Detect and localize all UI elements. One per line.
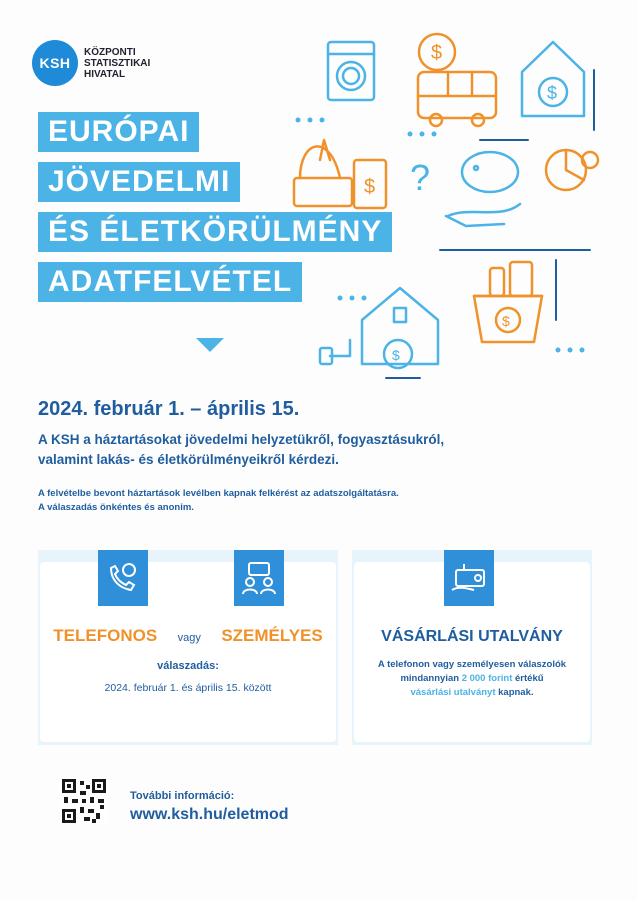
note-line-1: A felvételbe bevont háztartások levélben kapnak felkérést az adatszolgáltatásra. <box>38 488 399 499</box>
title-line-1: EURÓPAI <box>38 112 199 152</box>
ksh-logo <box>32 40 174 86</box>
svg-text:$: $ <box>364 176 376 198</box>
piggy-bank-icon <box>446 152 520 226</box>
bus-icon <box>418 72 496 126</box>
voucher-text-3 <box>354 686 590 700</box>
response-mode-row <box>40 626 336 646</box>
pie-chart-icon <box>546 150 598 190</box>
more-info-label: További információ: <box>130 790 235 802</box>
ksh-logo-badge: KSH <box>32 40 78 86</box>
groceries-icon <box>294 140 386 208</box>
voucher-title: VÁSÁRLÁSI UTALVÁNY <box>381 628 563 645</box>
voucher-hand-icon <box>450 560 488 596</box>
svg-text:$: $ <box>502 313 510 329</box>
basket-icon <box>474 262 542 342</box>
lead-text <box>38 430 508 470</box>
voucher-amount: 2 000 forint <box>461 673 513 684</box>
title-line-4: ADATFELVÉTEL <box>38 262 302 302</box>
speech-tail <box>196 338 224 352</box>
response-card <box>40 562 336 742</box>
voucher-word: vásárlási utalványt <box>410 687 496 698</box>
survey-date: 2024. február 1. – április 15. <box>38 398 300 420</box>
logo-line-1: KÖZPONTI <box>84 46 136 58</box>
voucher-text <box>354 658 590 700</box>
lead-line-1: A KSH a háztartásokat jövedelmi helyzetükről, fogyasztásukról, <box>38 432 445 447</box>
svg-text:$: $ <box>431 42 443 64</box>
house-money-icon <box>522 42 584 116</box>
logo-line-3: HIVATAL <box>84 68 126 80</box>
telefonos-label: TELEFONOS <box>53 626 158 645</box>
response-label: válaszadás: <box>157 660 219 672</box>
qr-code[interactable] <box>60 777 108 825</box>
lead-line-2: valamint lakás- és életkörülményeikről kérdezi. <box>38 452 339 467</box>
voucher-text-2 <box>354 672 590 686</box>
coin-icon <box>419 34 455 70</box>
ksh-logo-text <box>84 47 174 80</box>
voucher-text-2b: értékű <box>512 673 544 684</box>
title-line-2: JÖVEDELMI <box>38 162 240 202</box>
szemelyes-label: SZEMÉLYES <box>221 626 323 645</box>
voucher-text-1: A telefonon vagy személyesen válaszolók <box>377 659 567 670</box>
voucher-text-3b: kapnak. <box>495 687 534 698</box>
svg-text:?: ? <box>410 157 431 198</box>
website-link[interactable]: www.ksh.hu/eletmod <box>130 806 289 823</box>
washing-machine-icon <box>328 42 374 100</box>
svg-text:$: $ <box>547 83 558 103</box>
svg-text:$: $ <box>392 347 400 363</box>
logo-line-2: STATISZTIKAI <box>84 57 151 69</box>
title-line-3: ÉS ÉLETKÖRÜLMÉNY <box>38 212 392 252</box>
question-mark-icon <box>410 157 430 198</box>
phone-chat-icon <box>105 560 141 596</box>
people-meeting-icon <box>241 560 277 596</box>
vagy-label: vagy <box>177 632 201 644</box>
meeting-tile <box>234 550 284 606</box>
note-text <box>38 487 538 515</box>
phone-tile <box>98 550 148 606</box>
house-plug-icon <box>320 288 438 368</box>
voucher-tile <box>444 550 494 606</box>
decorative-dots <box>296 118 585 353</box>
voucher-card <box>354 562 590 742</box>
note-line-2: A válaszadás önkéntes és anonim. <box>38 502 194 513</box>
household-illustration <box>290 20 610 390</box>
response-period: 2024. február 1. és április 15. között <box>104 682 272 694</box>
voucher-text-2a: mindannyian <box>400 673 462 684</box>
